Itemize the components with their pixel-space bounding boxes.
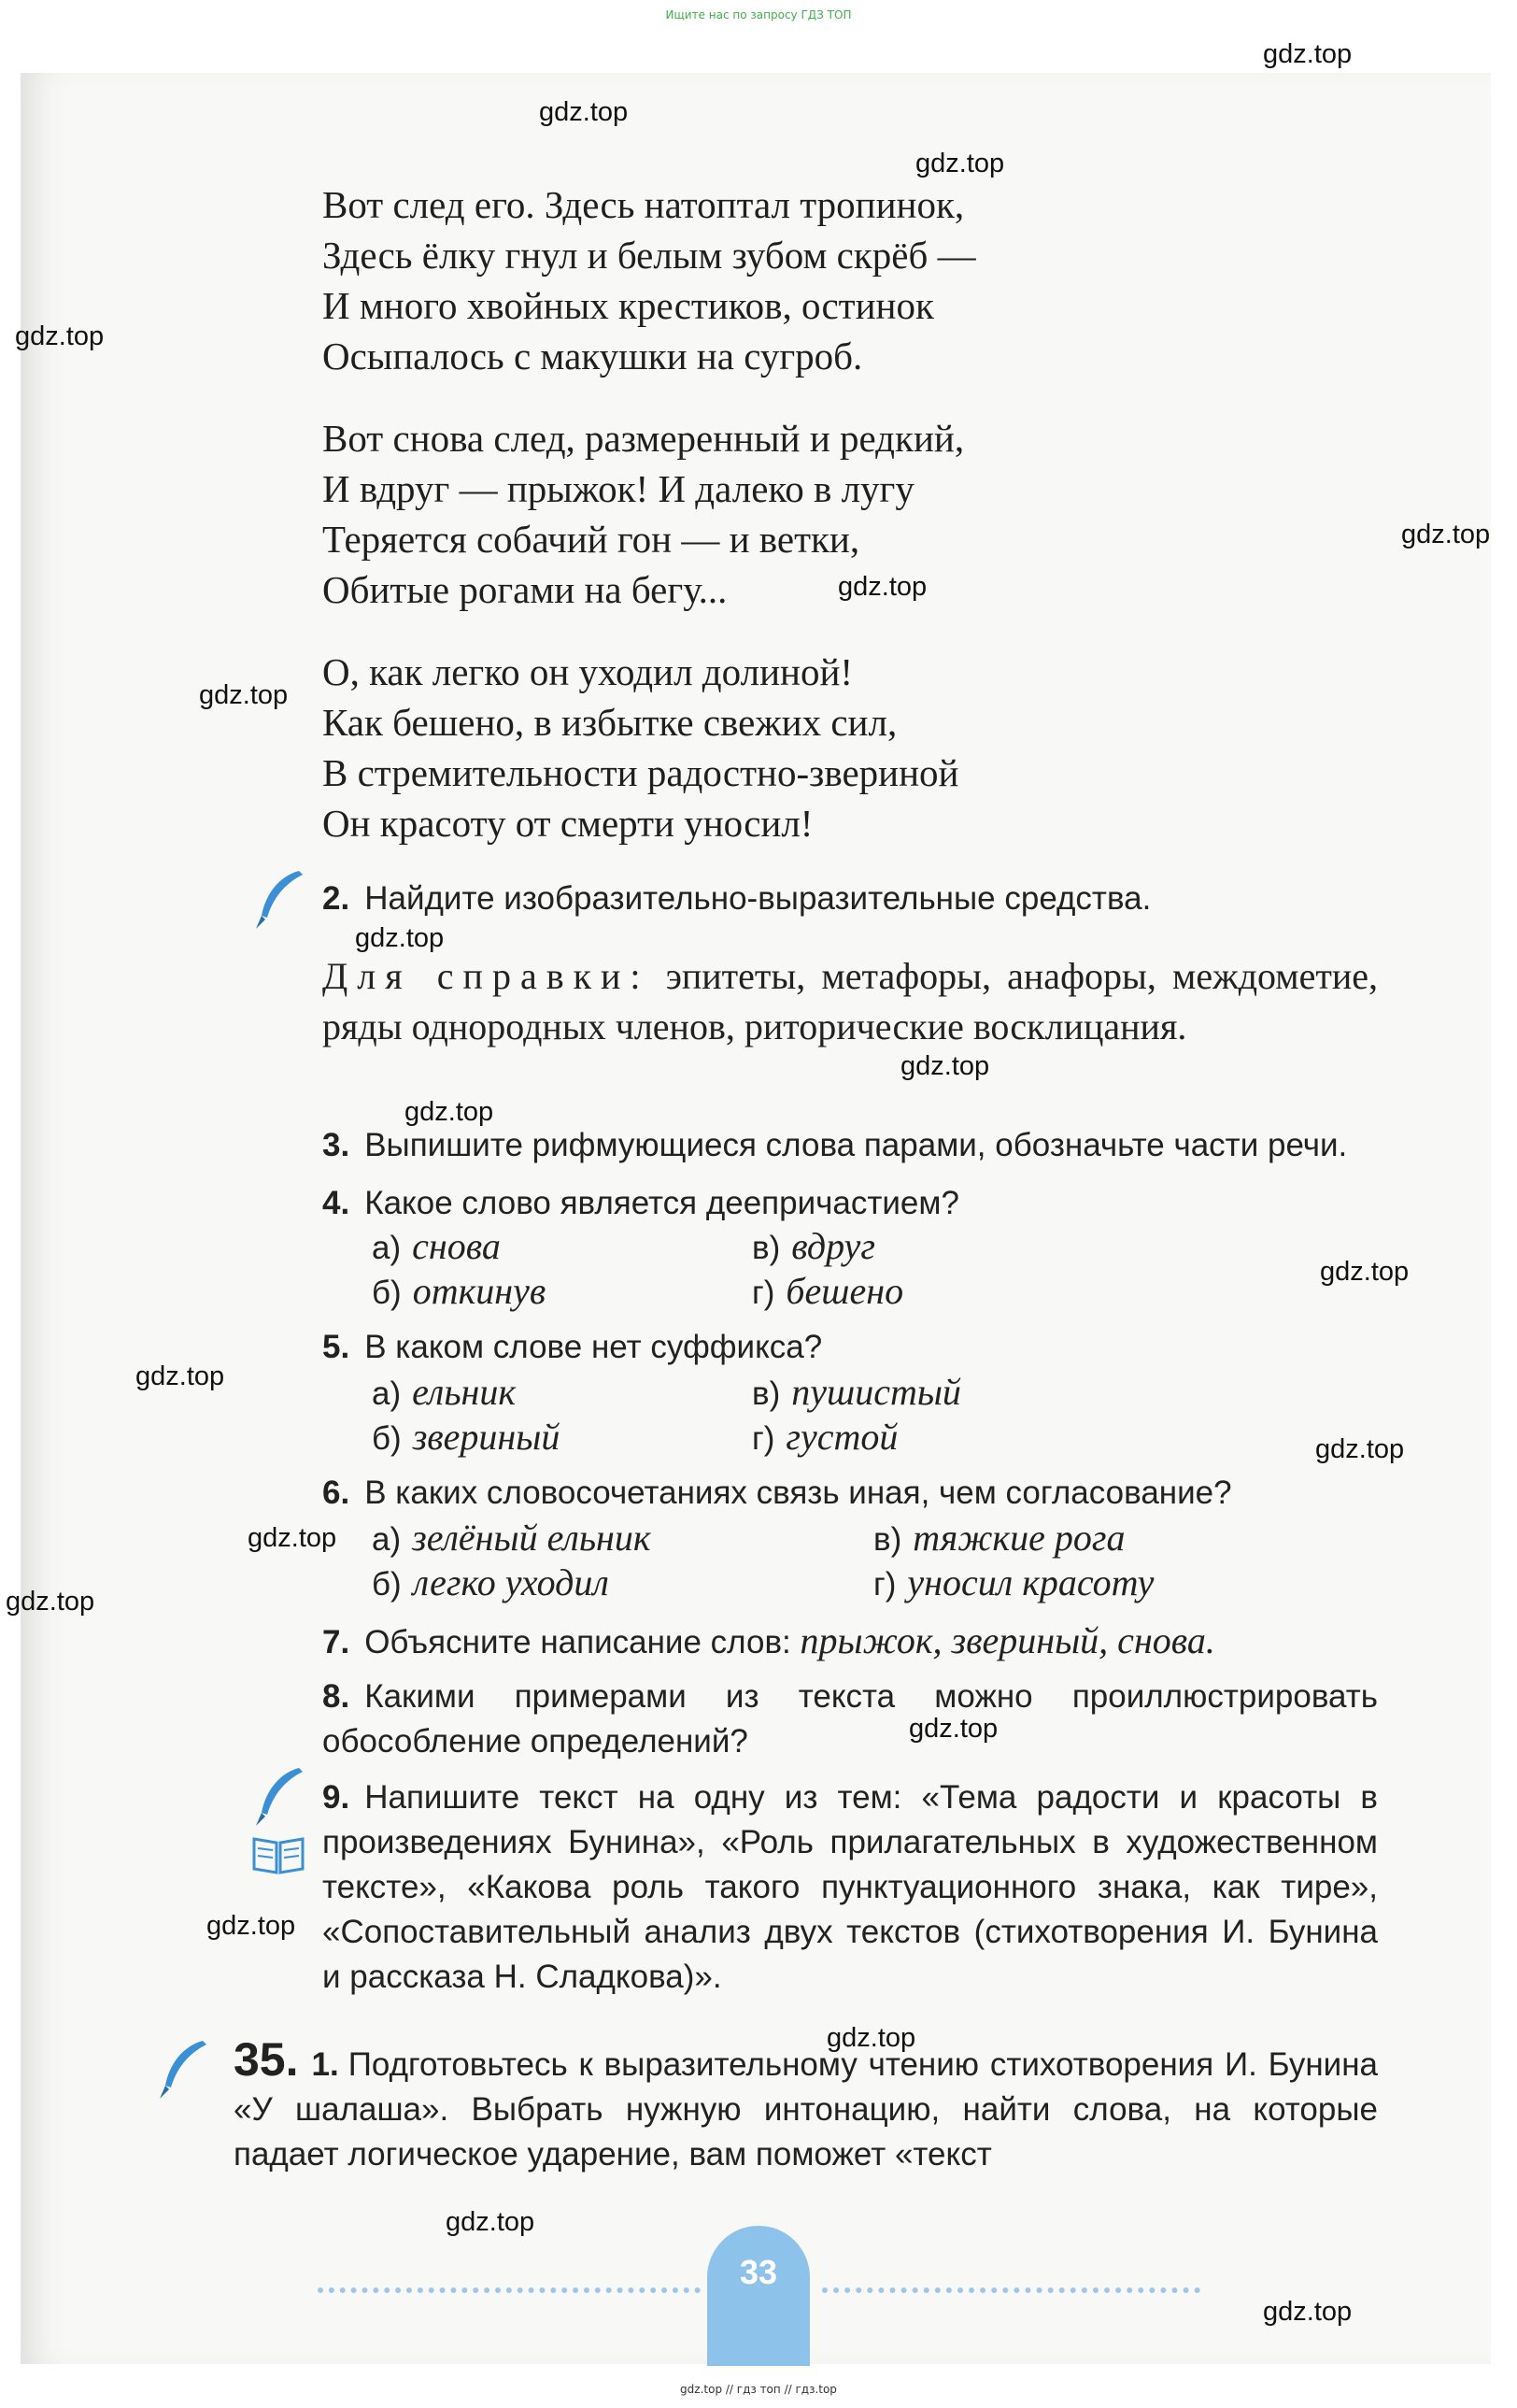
task-number: 2. (322, 880, 350, 917)
reference-note (322, 951, 1378, 1052)
task-number: 3. (322, 1127, 350, 1163)
option: в) вдруг (752, 1225, 875, 1267)
task-number: 4. (322, 1185, 350, 1221)
poem-line: И вдруг — прыжок! И далеко в лугу (322, 467, 914, 510)
dotted-divider-right (822, 2287, 1200, 2299)
option: б) звериный (372, 1416, 560, 1458)
task-number: 8. (322, 1678, 350, 1715)
book-icon (250, 1831, 306, 1878)
pen-icon (250, 867, 306, 933)
dotted-divider-left (318, 2287, 701, 2299)
poem-stanza-3 (322, 647, 976, 848)
watermark: gdz.top (915, 149, 1005, 178)
poem-line: О, как легко он уходил долиной! (322, 650, 854, 693)
task-7 (322, 1618, 1215, 1665)
option: а) ельник (372, 1371, 517, 1413)
task-9 (322, 1775, 1378, 2000)
watermark: gdz.top (446, 2207, 535, 2237)
option: б) откинув (372, 1270, 546, 1312)
top-banner[interactable]: Ищите нас по запросу ГДЗ ТОП (665, 8, 852, 21)
task-text: Какое слово является деепричастием? (364, 1185, 959, 1221)
poem-stanza-1 (322, 179, 976, 381)
poem-line: Обитые рогами на бегу... (322, 568, 728, 611)
option: г) густой (752, 1416, 899, 1458)
poem-line: Здесь ёлку гнул и белым зубом скрёб — (322, 234, 976, 277)
watermark: gdz.top (1263, 39, 1353, 69)
watermark: gdz.top (404, 1097, 494, 1127)
option: г) уносил красоту (873, 1561, 1155, 1603)
watermark: gdz.top (838, 572, 928, 602)
task-words: прыжок, звериный, снова. (800, 1619, 1215, 1661)
poem-line: Осыпалось с макушки на сугроб. (322, 335, 863, 378)
poem-line: И много хвойных крестиков, остинок (322, 284, 934, 327)
watermark: gdz.top (1401, 520, 1491, 549)
poem-line: Теряется собачий гон — и ветки, (322, 518, 860, 561)
watermark: gdz.top (900, 1051, 990, 1081)
watermark: gdz.top (909, 1714, 999, 1744)
task-text: В каких словосочетаниях связь иная, чем согласование? (364, 1475, 1232, 1511)
task-text: В каком слове нет суффикса? (364, 1329, 823, 1365)
task-text: Напишите текст на одну из тем: «Тема радости и красоты в произведениях Бунина», «Роль прилагательных в художественном тексте», «Какова роль такого пунктуационного знака, как тире», «Сопоставительный анализ двух текстов (стихотворения И. Бунина и рассказа Н. Сладкова)». (322, 1779, 1378, 1995)
pen-icon (154, 2037, 210, 2102)
page-number: 33 (707, 2226, 810, 2366)
task-number: 5. (322, 1329, 350, 1365)
task-number: 6. (322, 1475, 350, 1511)
poem-line: Вот след его. Здесь натоптал тропинок, (322, 183, 965, 226)
footer[interactable]: gdz.top // гдз топ // гдз.top (680, 2383, 837, 2396)
task-text: Подготовьтесь к выразительному чтению стихотворения И. Бунина «У шалаша». Выбрать нужную интонацию, найти слова, на которые падает логическое ударение, вам поможет «текст (234, 2046, 1378, 2173)
task-5 (322, 1325, 822, 1370)
poem-line: Вот снова след, размеренный и редкий, (322, 417, 965, 460)
option: а) снова (372, 1225, 501, 1267)
task-text: Выпишите рифмующиеся слова парами, обозначьте части речи. (364, 1127, 1348, 1163)
option: в) пушистый (752, 1371, 961, 1413)
exercise-number: 35. (234, 2033, 299, 2086)
reference-label: Для справки: (322, 955, 650, 997)
option: г) бешено (752, 1270, 904, 1312)
task-text: Объясните написание слов: (364, 1624, 791, 1660)
poem (322, 179, 976, 880)
pen-icon (250, 1764, 306, 1830)
poem-line: Как бешено, в избытке свежих сил, (322, 701, 898, 744)
watermark: gdz.top (1263, 2297, 1353, 2327)
task-6 (322, 1471, 1232, 1516)
reference-text: эпитеты, метафоры, анафоры, междометие, ряды однородных членов, риторические восклицания. (322, 955, 1379, 1047)
task-3 (322, 1123, 1347, 1168)
task-text: Какими примерами из текста можно проиллюстрировать обособление определений? (322, 1678, 1378, 1760)
watermark: gdz.top (135, 1361, 225, 1391)
watermark: gdz.top (539, 97, 629, 127)
watermark: gdz.top (6, 1587, 95, 1617)
task-8 (322, 1674, 1378, 1764)
exercise-35 (234, 2033, 1378, 2177)
option: а) зелёный ельник (372, 1517, 651, 1559)
task-number: 9. (322, 1779, 350, 1816)
task-2 (322, 876, 1151, 921)
task-number: 7. (322, 1624, 350, 1660)
watermark: gdz.top (206, 1911, 296, 1941)
task-number: 1. (311, 2046, 339, 2083)
option: б) легко уходил (372, 1561, 609, 1603)
watermark: gdz.top (199, 680, 289, 710)
watermark: gdz.top (827, 2023, 916, 2053)
task-text: Найдите изобразительно-выразительные средства. (364, 880, 1152, 917)
poem-line: В стремительности радостно-звериной (322, 751, 959, 794)
watermark: gdz.top (248, 1523, 337, 1553)
poem-line: Он красоту от смерти уносил! (322, 802, 814, 845)
watermark: gdz.top (355, 923, 445, 953)
watermark: gdz.top (1315, 1434, 1405, 1464)
watermark: gdz.top (15, 321, 105, 351)
option: в) тяжкие рога (873, 1517, 1126, 1559)
task-4 (322, 1181, 959, 1226)
watermark: gdz.top (1320, 1257, 1410, 1287)
